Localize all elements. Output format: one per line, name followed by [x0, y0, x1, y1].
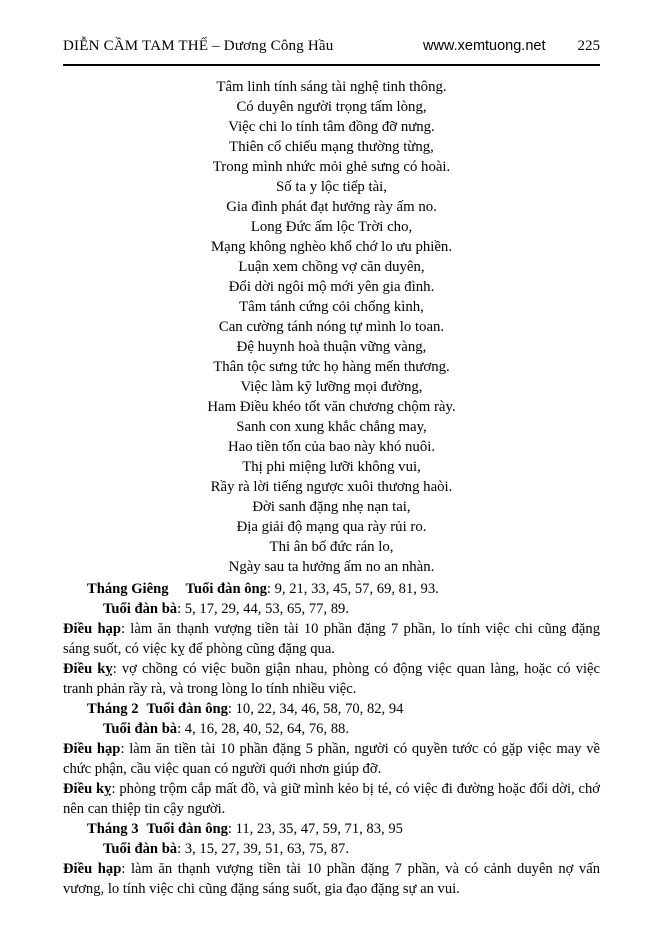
- unfavorable-paragraph: [63, 779, 600, 819]
- book-title: DIỄN CẦM TAM THẾ – Dương Công Hầu: [63, 38, 334, 54]
- website-url: www.xemtuong.net: [422, 38, 546, 54]
- page-header: [63, 38, 600, 66]
- men-ages-values: : 11, 23, 35, 47, 59, 71, 83, 95: [227, 821, 403, 837]
- poem-line: Tâm linh tính sáng tài nghệ tinh thông.: [216, 79, 447, 95]
- men-ages-label: Tuổi đàn ông: [185, 581, 267, 597]
- poem-line: Trong mình nhức mỏi ghẻ sưng có hoài.: [212, 159, 451, 175]
- month-line: [63, 819, 600, 839]
- unfavorable-text: : phòng trộm cắp mất đồ, và giữ mình kẻo bị té, có việc đi đường hoặc đổi dời, chớ nên can thiệp tin cậy người.: [63, 781, 601, 817]
- women-ages-values: : 5, 17, 29, 44, 53, 65, 77, 89.: [177, 601, 349, 617]
- poem-line: Việc làm kỹ lưỡng mọi đường,: [240, 379, 423, 395]
- month-label: Tháng Giêng: [87, 581, 169, 597]
- favorable-label: Điều hạp: [63, 621, 121, 637]
- poem-line: Đệ huynh hoà thuận vững vàng,: [236, 339, 427, 355]
- poem-line: Mạng không nghèo khổ chớ lo ưu phiền.: [210, 239, 453, 255]
- poem-line: Hao tiền tốn của bao này khó nuôi.: [227, 439, 436, 455]
- favorable-text: : làm ăn tiền tài 10 phần đặng 5 phần, người có quyền tước có gặp việc may về chức phận, cầu việc quan có người quới nhơn giúp đỡ.: [63, 741, 600, 777]
- month-label: Tháng 3: [87, 821, 139, 837]
- poem-line: Đời sanh đặng nhẹ nạn tai,: [252, 499, 411, 515]
- women-line: [63, 599, 600, 619]
- poem-line: Sanh con xung khắc chẳng may,: [236, 419, 427, 435]
- poem-line: Thân tộc sưng tức họ hàng mến thương.: [213, 359, 450, 375]
- favorable-label: Điều hạp: [63, 861, 122, 877]
- poem-line: Việc chi lo tính tâm đồng đỡ nưng.: [228, 119, 435, 135]
- poem-line: Can cường tánh nóng tự mình lo toan.: [218, 319, 445, 335]
- poem-line: Long Đức ấm lộc Trời cho,: [250, 219, 413, 235]
- favorable-paragraph: [63, 739, 600, 779]
- poem-line: Rầy rà lời tiếng ngược xuôi thương haòi.: [210, 479, 453, 495]
- unfavorable-label: Điều kỵ: [63, 781, 112, 797]
- poem-line: Thị phi miệng lưỡi không vui,: [242, 459, 421, 475]
- unfavorable-text: : vợ chồng có việc buồn giận nhau, phòng có động việc quan làng, hoặc có việc tranh phản rầy rà, và trong lòng lo tính nhiều việc.: [63, 661, 600, 697]
- poem-line: Ngày sau ta hưởng ấm no an nhàn.: [228, 559, 435, 575]
- month-line: [63, 579, 600, 599]
- poem-line: Tâm tánh cứng cỏi chống kình,: [239, 299, 424, 315]
- month-block: [63, 699, 600, 819]
- month-block: [63, 819, 600, 899]
- men-ages-values: : 9, 21, 33, 45, 57, 69, 81, 93.: [266, 581, 439, 597]
- header-right: [423, 38, 600, 55]
- month-line: [63, 699, 600, 719]
- women-ages-label: Tuổi đàn bà: [103, 601, 178, 617]
- men-ages-label: Tuổi đàn ông: [146, 701, 228, 717]
- favorable-text: : làm ăn thạnh vượng tiền tài 10 phần đặng 7 phần, và có cảnh duyên nợ vấn vương, lo tính việc chi cũng đặng sáng suốt, gia đạo đặng sự an vui.: [63, 861, 600, 897]
- women-ages-label: Tuổi đàn bà: [103, 721, 178, 737]
- men-ages-values: : 10, 22, 34, 46, 58, 70, 82, 94: [227, 701, 404, 717]
- poem-line: Thi ân bố đức rán lo,: [269, 539, 394, 555]
- women-ages-label: Tuổi đàn bà: [103, 841, 178, 857]
- favorable-label: Điều hạp: [63, 741, 121, 757]
- men-ages-label: Tuổi đàn ông: [146, 821, 228, 837]
- poem: [63, 77, 600, 577]
- page-number: 225: [577, 38, 600, 54]
- favorable-paragraph: [63, 619, 600, 659]
- poem-line: Ham Điều khéo tốt văn chương chộm rày.: [207, 399, 456, 415]
- poem-line: Số ta y lộc tiếp tài,: [276, 179, 387, 195]
- unfavorable-paragraph: [63, 659, 600, 699]
- favorable-text: : làm ăn thạnh vượng tiền tài 10 phần đặng 7 phần, lo tính việc chi cũng đặng sáng suốt, có việc kỵ để phòng cũng đặng qua.: [63, 621, 600, 657]
- women-ages-values: : 3, 15, 27, 39, 51, 63, 75, 87.: [177, 841, 349, 857]
- month-block: [63, 579, 600, 699]
- poem-line: Có duyên người trọng tấm lòng,: [236, 99, 427, 115]
- month-sections: [63, 579, 600, 899]
- poem-line: Đổi dời ngôi mộ mới yên gia đình.: [228, 279, 435, 295]
- poem-line: Luận xem chồng vợ căn duyên,: [238, 259, 425, 275]
- favorable-paragraph: [63, 859, 600, 899]
- poem-line: Thiên cổ chiếu mạng thường từng,: [229, 139, 434, 155]
- poem-line: Địa giải độ mạng qua rày rủi ro.: [236, 519, 427, 535]
- month-label: Tháng 2: [87, 701, 139, 717]
- unfavorable-label: Điều kỵ: [63, 661, 113, 677]
- women-line: [63, 719, 600, 739]
- poem-line: Gia đình phát đạt hưởng rày ấm no.: [226, 199, 437, 215]
- women-ages-values: : 4, 16, 28, 40, 52, 64, 76, 88.: [177, 721, 349, 737]
- women-line: [63, 839, 600, 859]
